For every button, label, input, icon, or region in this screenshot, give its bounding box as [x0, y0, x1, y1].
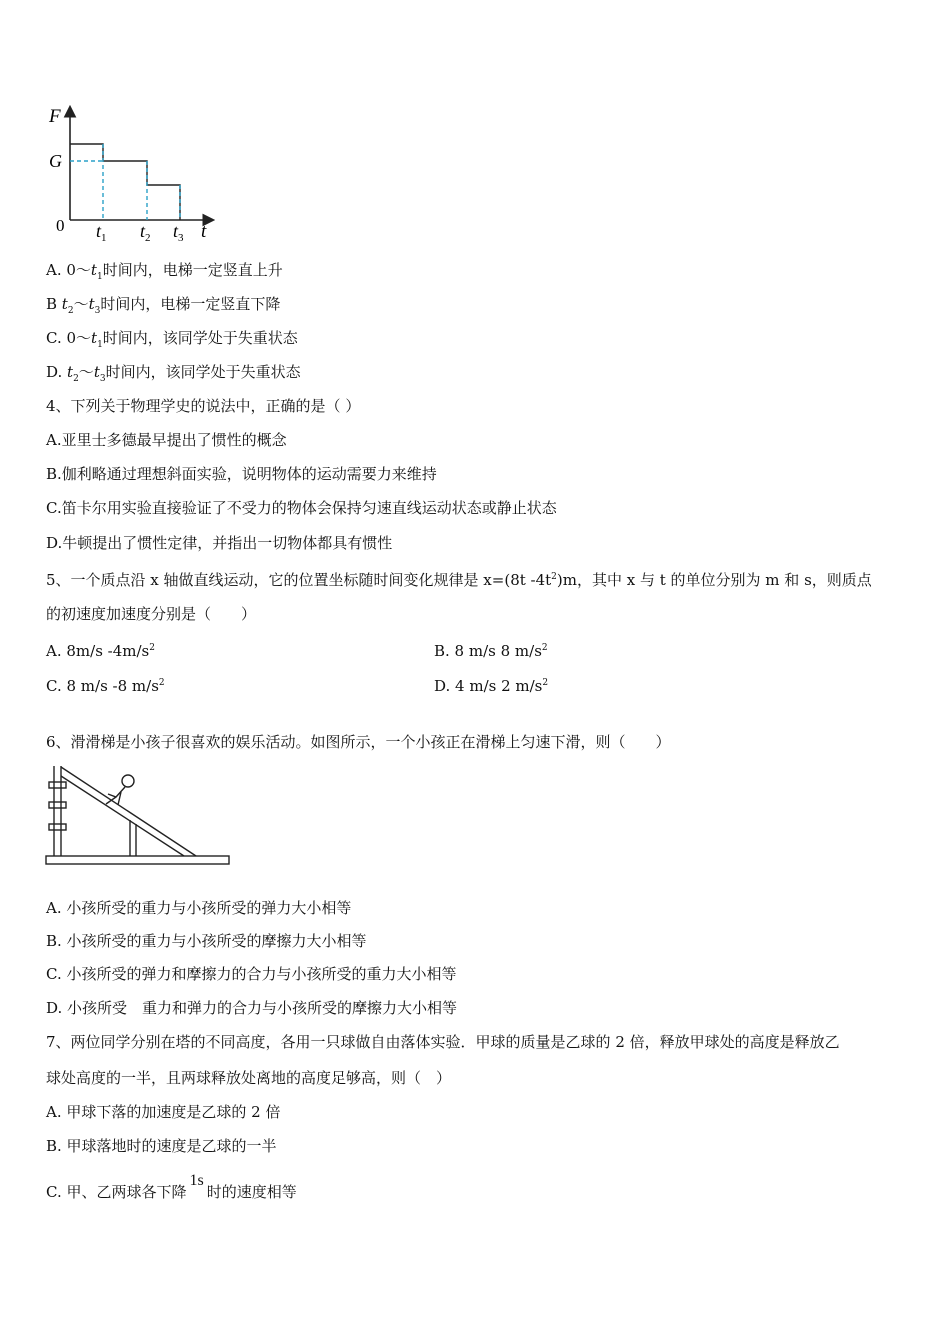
q7-option-b: B. 甲球落地时的速度是乙球的一半 — [46, 1137, 277, 1155]
q4-option-c: C.笛卡尔用实验直接验证了不受力的物体会保持匀速直线运动状态或静止状态 — [46, 499, 557, 517]
force-time-graph — [44, 100, 224, 245]
q6-option-d: D. 小孩所受 重力和弹力的合力与小孩所受的摩擦力大小相等 — [46, 999, 458, 1017]
q4-option-d: D.牛顿提出了惯性定律，并指出一切物体都具有惯性 — [46, 534, 393, 552]
g-label: G — [49, 151, 62, 171]
t2-label: $t_2$ — [140, 221, 151, 244]
q5-stem-line-2: 的初速度加速度分别是（ ） — [46, 605, 257, 623]
ladder-step — [49, 824, 66, 830]
q6-stem: 6、滑滑梯是小孩子很喜欢的娱乐活动。如图所示，一个小孩正在滑梯上匀速下滑，则（ ） — [46, 733, 671, 751]
slide-base — [46, 856, 229, 864]
x-axis-label: t — [201, 221, 207, 242]
q5-option-a: A. 8m/s $-4m/s^2$ — [46, 642, 155, 660]
q4-stem: 4、下列关于物理学史的说法中，正确的是（ ） — [46, 397, 361, 415]
q6-option-c: C. 小孩所受的弹力和摩擦力的合力与小孩所受的重力大小相等 — [46, 965, 457, 983]
q7-stem-line-1: 7、两位同学分别在塔的不同高度，各用一只球做自由落体实验．甲球的质量是乙球的 2 倍，释放甲球处的高度是释放乙 — [46, 1033, 840, 1051]
q6-option-b: B. 小孩所受的重力与小孩所受的摩擦力大小相等 — [46, 932, 367, 950]
q4-option-b: B.伽利略通过理想斜面实验，说明物体的运动需要力来维持 — [46, 465, 437, 483]
t3-label: $t_3$ — [173, 221, 184, 244]
q3-option-a: A. $0\sim t_1$时间内，电梯一定竖直上升 — [46, 261, 283, 282]
origin-label: 0 — [56, 216, 65, 235]
q7-stem-line-2: 球处高度的一半，且两球释放处离地的高度足够高，则（ ） — [46, 1069, 452, 1087]
slide-surface-top — [61, 767, 196, 856]
t1-label: $t_1$ — [96, 221, 107, 244]
q5-option-b: B. 8 m/s 8 $m/s^2$ — [434, 642, 548, 660]
ladder-step — [49, 782, 66, 788]
child-head — [122, 775, 134, 787]
q7-option-c: C. 甲、乙两球各下降1s时的速度相等 — [46, 1172, 297, 1201]
slide-surface-bottom — [61, 776, 184, 856]
slide-illustration — [44, 762, 234, 868]
q3-option-d: D. $t_2\sim t_3$时间内，该同学处于失重状态 — [46, 363, 301, 384]
y-axis-label: F — [49, 106, 61, 127]
raised-time-value: 1s — [189, 1172, 204, 1189]
q5-option-c: C. 8 m/s -8 $m/s^2$ — [46, 677, 165, 695]
q7-option-a: A. 甲球下落的加速度是乙球的 2 倍 — [46, 1103, 281, 1121]
q5-option-d: D. 4 m/s 2 $m/s^2$ — [434, 677, 549, 695]
force-curve — [70, 144, 180, 220]
ladder-step — [49, 802, 66, 808]
q6-option-a: A. 小孩所受的重力与小孩所受的弹力大小相等 — [46, 899, 352, 917]
q3-option-c: C. $0\sim t_1$时间内，该同学处于失重状态 — [46, 329, 298, 350]
q5-stem-line-1: 5、一个质点沿 x 轴做直线运动，它的位置坐标随时间变化规律是 x=(8t $-4t^2)m$，其中 x 与 t 的单位分别为 m 和 s，则质点 — [46, 571, 872, 589]
q4-option-a: A.亚里士多德最早提出了惯性的概念 — [46, 431, 287, 449]
q3-option-b: B $t_2\sim t_3$时间内，电梯一定竖直下降 — [46, 295, 281, 316]
